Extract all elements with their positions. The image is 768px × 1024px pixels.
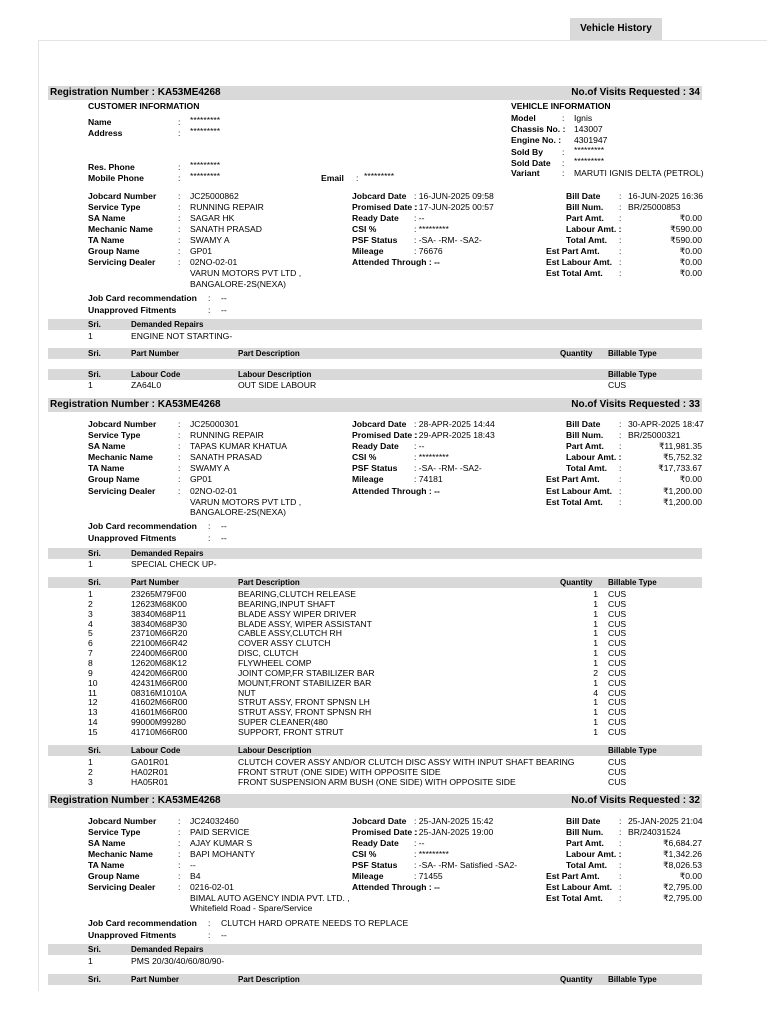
- psf-status: : -SA- -RM- -SA2-: [414, 235, 482, 245]
- mileage: : 71455: [414, 871, 443, 881]
- csi-value: : *********: [414, 452, 449, 462]
- chassis-value: 143007: [574, 124, 603, 134]
- engine-label: Engine No. :: [511, 135, 562, 145]
- mobile-phone: *********: [190, 171, 221, 181]
- group-name: B4: [190, 871, 201, 881]
- registration-label: Registration Number : KA53ME4268: [50, 399, 221, 410]
- unapproved-fitments: --: [221, 533, 227, 543]
- labour-header: Sri. Labour Code Labour Description Billable Type: [48, 745, 702, 756]
- email-value: *********: [364, 171, 395, 181]
- sold-date-value: *********: [574, 156, 605, 166]
- psf-status: : -SA- -RM- -SA2-: [414, 463, 482, 473]
- variant-value: MARUTI IGNIS DELTA (PETROL): [574, 168, 704, 178]
- part-amt: ₹0.00: [679, 213, 702, 223]
- total-amt: ₹590.00: [670, 235, 702, 245]
- ready-date: : --: [414, 441, 425, 451]
- email-label: Email: [321, 173, 344, 183]
- est-total-amt: ₹0.00: [679, 268, 702, 278]
- unapproved-fitments: --: [221, 930, 227, 940]
- recommendation: --: [221, 521, 227, 531]
- engine-value: 4301947: [574, 135, 608, 145]
- service-type: RUNNING REPAIR: [190, 202, 264, 212]
- dealer-branch: BANGALORE-2S(NEXA): [190, 507, 286, 517]
- customer-info-heading: CUSTOMER INFORMATION: [88, 101, 200, 111]
- mileage: : 76676: [414, 246, 443, 256]
- est-total-amt: ₹2,795.00: [663, 893, 702, 903]
- table-row: 11 08316M1010A NUT 4 CUS: [88, 687, 627, 698]
- table-row: 9 42420M66R00 JOINT COMP,FR STABILIZER BAR 2 CUS: [88, 667, 627, 678]
- customer-name: *********: [190, 115, 221, 125]
- csi-value: : *********: [414, 224, 449, 234]
- mechanic-name: BAPI MOHANTY: [190, 849, 255, 859]
- visit-header-34: [48, 86, 702, 100]
- dealer-name: BIMAL AUTO AGENCY INDIA PVT. LTD. ,: [190, 893, 350, 903]
- est-part-amt: ₹0.00: [679, 246, 702, 256]
- vehicle-info-heading: VEHICLE INFORMATION: [511, 101, 611, 111]
- model-value: Ignis: [574, 113, 593, 123]
- jobcard-number: JC24032460: [190, 816, 239, 826]
- service-type: PAID SERVICE: [190, 827, 250, 837]
- est-labour-amt: ₹1,200.00: [663, 486, 702, 496]
- ta-name: --: [190, 860, 196, 870]
- est-total-amt: ₹1,200.00: [663, 497, 702, 507]
- group-name: GP01: [190, 246, 212, 256]
- labour-amt: ₹590.00: [670, 224, 702, 234]
- labour-amt: ₹1,342.26: [663, 849, 702, 859]
- parts-header: Sri. Part Number Part Description Quantity Billable Type: [48, 348, 702, 359]
- table-row: 2 12623M68K00 BEARING,INPUT SHAFT 1 CUS: [88, 598, 627, 609]
- table-row: 5 23710M66R20 CABLE ASSY,CLUTCH RH 1 CUS: [88, 628, 627, 639]
- table-row: 1 SPECIAL CHECK UP-: [88, 559, 217, 569]
- name-label: Name: [88, 117, 112, 127]
- variant-label: Variant: [511, 168, 540, 178]
- recommendation: --: [221, 293, 227, 303]
- jobcard-date: : 16-JUN-2025 09:58: [414, 191, 494, 201]
- res-phone: *********: [190, 160, 221, 170]
- table-row: 7 22400M66R00 DISC, CLUTCH 1 CUS: [88, 648, 627, 659]
- promised-date: : 25-JAN-2025 19:00: [414, 827, 494, 837]
- unapproved-fitments: --: [221, 305, 227, 315]
- visit-header-33: [48, 398, 702, 412]
- part-amt: ₹6,684.27: [663, 838, 702, 848]
- bill-date: 16-JUN-2025 16:36: [628, 191, 704, 201]
- sa-name: SAGAR HK: [190, 213, 235, 223]
- total-amt: ₹8,026.53: [663, 860, 702, 870]
- dealer-branch: Whitefield Road - Spare/Service: [190, 903, 313, 913]
- labour-header: Sri. Labour Code Labour Description Billable Type: [48, 369, 702, 380]
- csi-value: : *********: [414, 849, 449, 859]
- dealer-code: 02NO-02-01: [190, 257, 238, 267]
- demanded-repairs-header: Sri. Demanded Repairs: [48, 548, 702, 559]
- demanded-repairs-header: Sri. Demanded Repairs: [48, 944, 702, 955]
- table-row: 3 HA05R01 FRONT SUSPENSION ARM BUSH (ONE SIDE) WITH OPPOSITE SIDE CUS: [88, 776, 627, 787]
- table-row: 6 22100M66R42 COVER ASSY CLUTCH 1 CUS: [88, 638, 627, 649]
- parts-header: Sri. Part Number Part Description Quantity Billable Type: [48, 974, 702, 985]
- bill-num: BR/24031524: [628, 827, 681, 837]
- dealer-name: VARUN MOTORS PVT LTD ,: [190, 497, 302, 507]
- visits-count: No.of Visits Requested : 34: [571, 87, 700, 98]
- registration-label: Registration Number : KA53ME4268: [50, 795, 221, 806]
- table-row: 1 GA01R01 CLUTCH COVER ASSY AND/OR CLUTCH DISC ASSY WITH INPUT SHAFT BEARING CUS: [88, 757, 627, 767]
- dealer-name: VARUN MOTORS PVT LTD ,: [190, 268, 302, 278]
- group-name: GP01: [190, 474, 212, 484]
- mechanic-name: SANATH PRASAD: [190, 224, 262, 234]
- chassis-label: Chassis No. :: [511, 124, 566, 134]
- parts-header: Sri. Part Number Part Description Quantity Billable Type: [48, 577, 702, 588]
- bill-date: 25-JAN-2025 21:04: [628, 816, 703, 826]
- ready-date: : --: [414, 213, 425, 223]
- table-row: 12 41602M66R00 STRUT ASSY, FRONT SPNSN LH 1 CUS: [88, 697, 627, 708]
- registration-label: Registration Number : KA53ME4268: [50, 87, 221, 98]
- sold-by-label: Sold By: [511, 147, 543, 157]
- mechanic-name: SANATH PRASAD: [190, 452, 262, 462]
- bill-num: BR/25000321: [628, 430, 681, 440]
- table-row: 15 41710M66R00 SUPPORT, FRONT STRUT 1 CUS: [88, 726, 627, 737]
- visit-header-32: [48, 794, 702, 808]
- labour-amt: ₹5,752.32: [663, 452, 702, 462]
- promised-date: : 29-APR-2025 18:43: [414, 430, 495, 440]
- est-part-amt: ₹0.00: [679, 871, 702, 881]
- table-row: 13 41601M66R00 STRUT ASSY, FRONT SPNSN RH 1 CUS: [88, 707, 627, 718]
- mileage: : 74181: [414, 474, 443, 484]
- demanded-repairs-header: Sri. Demanded Repairs: [48, 319, 702, 330]
- model-label: Model: [511, 113, 536, 123]
- table-row: 4 38340M68P30 BLADE ASSY, WIPER ASSISTANT 1 CUS: [88, 618, 627, 629]
- est-labour-amt: ₹2,795.00: [663, 882, 702, 892]
- recommendation: CLUTCH HARD OPRATE NEEDS TO REPLACE: [221, 918, 409, 928]
- table-row: 14 99000M99280 SUPER CLEANER(480 1 CUS: [88, 717, 627, 728]
- jobcard-date: : 28-APR-2025 14:44: [414, 419, 495, 429]
- sold-by-value: *********: [574, 145, 605, 155]
- table-row: 8 12620M68K12 FLYWHEEL COMP 1 CUS: [88, 657, 627, 668]
- total-amt: ₹17,733.67: [658, 463, 702, 473]
- sold-date-label: Sold Date: [511, 158, 551, 168]
- jobcard-number: JC25000301: [190, 419, 239, 429]
- sa-name: TAPAS KUMAR KHATUA: [190, 441, 287, 451]
- address-label: Address: [88, 128, 123, 138]
- jobcard-date: : 25-JAN-2025 15:42: [414, 816, 494, 826]
- service-type: RUNNING REPAIR: [190, 430, 264, 440]
- visits-count: No.of Visits Requested : 32: [571, 795, 700, 806]
- customer-address: *********: [190, 126, 221, 136]
- table-row: 1 ENGINE NOT STARTING-: [88, 331, 233, 341]
- dealer-branch: BANGALORE-2S(NEXA): [190, 279, 286, 289]
- bill-date: 30-APR-2025 18:47: [628, 419, 704, 429]
- res-phone-label: Res. Phone: [88, 162, 135, 172]
- mobile-label: Mobile Phone: [88, 173, 144, 183]
- table-row: 1 ZA64L0 OUT SIDE LABOUR CUS: [88, 380, 627, 390]
- table-row: 3 38340M68P11 BLADE ASSY WIPER DRIVER 1 CUS: [88, 608, 627, 619]
- part-amt: ₹11,981.35: [658, 441, 702, 451]
- ta-name: SWAMY A: [190, 463, 230, 473]
- sa-name: AJAY KUMAR S: [190, 838, 253, 848]
- ta-name: SWAMY A: [190, 235, 230, 245]
- visits-count: No.of Visits Requested : 33: [571, 399, 700, 410]
- jobcard-number: JC25000862: [190, 191, 239, 201]
- dealer-code: 02NO-02-01: [190, 486, 238, 496]
- psf-status: : -SA- -RM- Satisfied -SA2-: [414, 860, 518, 870]
- bill-num: BR/25000853: [628, 202, 681, 212]
- ready-date: : --: [414, 838, 425, 848]
- dealer-code: 0216-02-01: [190, 882, 234, 892]
- promised-date: : 17-JUN-2025 00:57: [414, 202, 494, 212]
- est-labour-amt: ₹0.00: [679, 257, 702, 267]
- vehicle-history-title: Vehicle History: [570, 18, 662, 40]
- table-row: 2 HA02R01 FRONT STRUT (ONE SIDE) WITH OPPOSITE SIDE CUS: [88, 766, 627, 777]
- est-part-amt: ₹0.00: [679, 474, 702, 484]
- table-row: 10 42431M66R00 MOUNT,FRONT STABILIZER BAR 1 CUS: [88, 677, 627, 688]
- table-row: 1 23265M79F00 BEARING,CLUTCH RELEASE 1 CUS: [88, 589, 627, 599]
- table-row: 1 PMS 20/30/40/60/80/90-: [88, 956, 225, 966]
